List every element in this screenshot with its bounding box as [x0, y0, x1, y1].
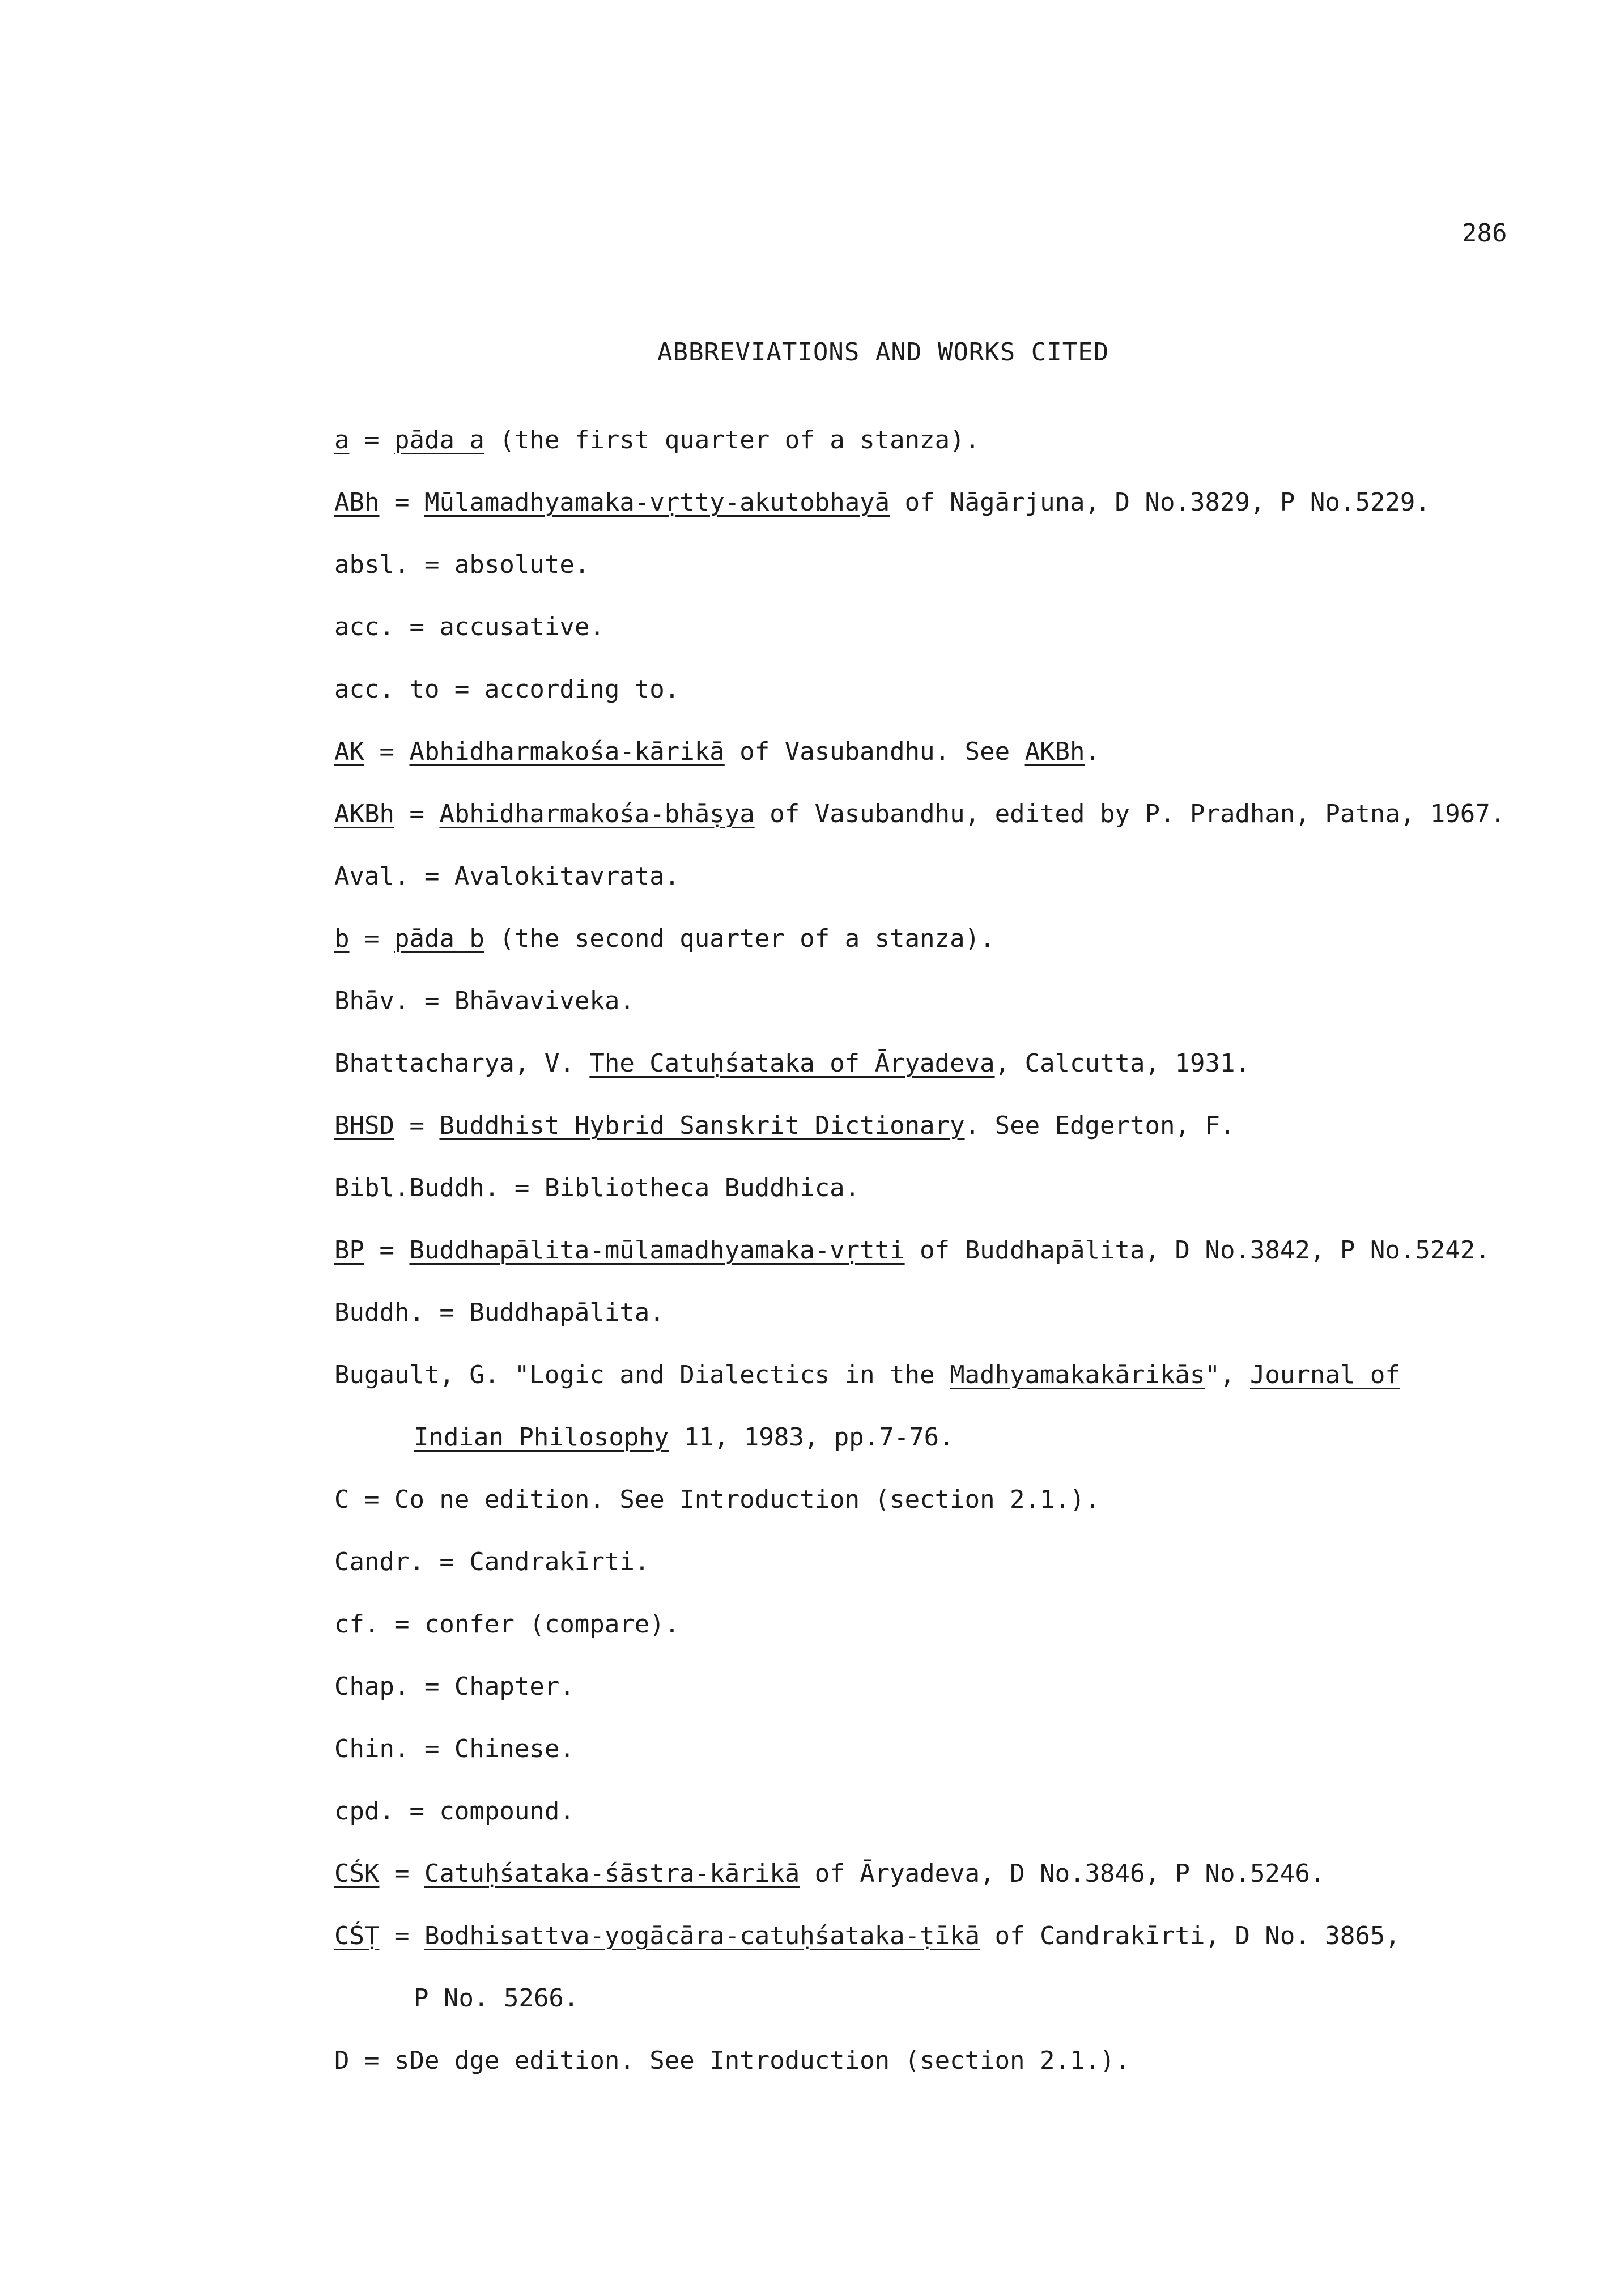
work-title: Catuḥśataka-śāstra-kārikā [424, 1859, 800, 1888]
page-title: ABBREVIATIONS AND WORKS CITED [657, 338, 1109, 367]
abbreviation: CŚṬ [334, 1921, 380, 1950]
work-title: The Catuḥśataka of Āryadeva [589, 1049, 995, 1078]
work-title: Buddhist Hybrid Sanskrit Dictionary [439, 1111, 965, 1140]
work-title: Bodhisattva-yogācāra-catuḥśataka-ṭīkā [424, 1921, 980, 1950]
entry-cst-continued: P No. 5266. [414, 1984, 579, 2013]
entry-cst: CŚṬ = Bodhisattva-yogācāra-catuḥśataka-ṭīkā of Candrakīrti, D No. 3865, [334, 1921, 1400, 1950]
entry-csk: CŚK = Catuḥśataka-śāstra-kārikā of Āryadeva, D No.3846, P No.5246. [334, 1859, 1325, 1888]
entry-bugault-continued: Indian Philosophy 11, 1983, pp.7-76. [414, 1423, 954, 1452]
entry-chin: Chin. = Chinese. [334, 1734, 575, 1763]
work-title: Abhidharmakośa-bhāṣya [439, 800, 755, 828]
entry-d: D = sDe dge edition. See Introduction (section 2.1.). [334, 2046, 1130, 2075]
journal-title: Indian Philosophy [414, 1423, 669, 1452]
page-number: 286 [1462, 219, 1507, 248]
work-title: pāda b [394, 924, 484, 953]
entry-acc: acc. = accusative. [334, 613, 605, 641]
work-title: Buddhapālita-mūlamadhyamaka-vṛtti [409, 1236, 905, 1265]
abbreviation: AKBh [334, 800, 394, 828]
entry-chap: Chap. = Chapter. [334, 1672, 575, 1701]
abbreviation: BP [334, 1236, 364, 1265]
entry-absl: absl. = absolute. [334, 550, 590, 579]
work-title: Abhidharmakośa-kārikā [409, 737, 725, 766]
entry-bugault: Bugault, G. "Logic and Dialectics in the Madhyamakakārikās", Journal of [334, 1360, 1400, 1389]
entry-c: C = Co ne edition. See Introduction (section 2.1.). [334, 1485, 1100, 1514]
entry-ak: AK = Abhidharmakośa-kārikā of Vasubandhu. See AKBh. [334, 737, 1100, 766]
entry-aval: Aval. = Avalokitavrata. [334, 862, 680, 891]
entry-bp: BP = Buddhapālita-mūlamadhyamaka-vṛtti of Buddhapālita, D No.3842, P No.5242. [334, 1236, 1490, 1265]
entry-abh: ABh = Mūlamadhyamaka-vṛtty-akutobhayā of Nāgārjuna, D No.3829, P No.5229. [334, 488, 1430, 517]
entry-buddh: Buddh. = Buddhapālita. [334, 1298, 665, 1327]
entry-bibl-buddh: Bibl.Buddh. = Bibliotheca Buddhica. [334, 1173, 860, 1202]
entry-cpd: cpd. = compound. [334, 1797, 575, 1826]
work-title: pāda a [394, 426, 484, 454]
work-title: Madhyamakakārikās [950, 1360, 1205, 1389]
entry-bhav: Bhāv. = Bhāvaviveka. [334, 987, 635, 1015]
journal-title: Journal of [1249, 1360, 1400, 1389]
entry-bhattacharya: Bhattacharya, V. The Catuḥśataka of Āryadeva, Calcutta, 1931. [334, 1049, 1250, 1078]
entry-cf: cf. = confer (compare). [334, 1610, 680, 1639]
abbreviation: a [334, 426, 350, 454]
abbreviation: BHSD [334, 1111, 394, 1140]
abbreviation: b [334, 924, 350, 953]
work-title: Mūlamadhyamaka-vṛtty-akutobhayā [424, 488, 890, 517]
entry-candr: Candr. = Candrakīrti. [334, 1547, 650, 1576]
cross-reference: AKBh [1024, 737, 1085, 766]
entry-b: b = pāda b (the second quarter of a stanza). [334, 924, 995, 953]
entry-akbh: AKBh = Abhidharmakośa-bhāṣya of Vasubandhu, edited by P. Pradhan, Patna, 1967. [334, 800, 1506, 828]
entry-acc-to: acc. to = according to. [334, 675, 680, 704]
abbreviation: CŚK [334, 1859, 380, 1888]
abbreviation: ABh [334, 488, 380, 517]
entry-bhsd: BHSD = Buddhist Hybrid Sanskrit Dictionary. See Edgerton, F. [334, 1111, 1235, 1140]
entry-a: a = pāda a (the first quarter of a stanza). [334, 426, 980, 454]
abbreviation: AK [334, 737, 364, 766]
